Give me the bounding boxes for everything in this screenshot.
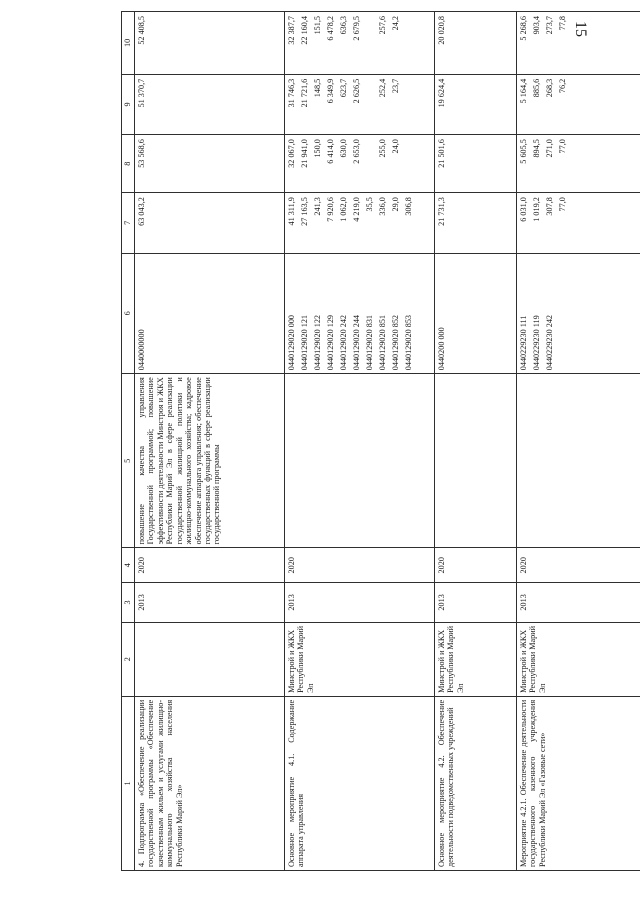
- value-col8-cell-value: 5 605,5: [519, 139, 528, 164]
- col-header-5: 5: [122, 374, 135, 548]
- value-col9-cell-value: [365, 79, 378, 131]
- budget-code-cell-value: 0440229230 111: [519, 315, 528, 371]
- budget-code-cell-value: 0440129020 122: [313, 314, 322, 371]
- value-col8-cell-value: 894,5: [532, 139, 541, 158]
- start-year-cell: 2013: [517, 583, 640, 622]
- col-header-10: 10: [122, 12, 135, 75]
- value-col10-cell-value: 6 478,2: [326, 16, 335, 41]
- value-col10-cell-value: 2 679,5: [352, 16, 361, 41]
- executor-cell: [135, 622, 285, 696]
- start-year-cell: 2013: [135, 583, 285, 622]
- value-col7-cell-value: 307,8: [545, 197, 554, 216]
- value-col8-cell: [135, 135, 285, 193]
- value-col7-cell-value: 306,8: [404, 197, 413, 216]
- value-col8-cell-value: 21 941,0: [300, 139, 309, 168]
- value-col7-cell-value: 27 163,5: [300, 197, 309, 226]
- value-col8-cell-value: 53 568,6: [137, 139, 146, 168]
- value-col9-cell-value: 51 370,7: [137, 78, 146, 108]
- value-col10-cell: [285, 12, 435, 75]
- value-col8-cell-value: 2 653,0: [352, 139, 361, 164]
- value-col9-cell-value: 268,3: [545, 78, 554, 98]
- program-table: [121, 11, 640, 871]
- expected-result-cell: [285, 374, 435, 548]
- budget-code-cell-value: 0440229230 242: [545, 314, 554, 371]
- value-col7-cell: [517, 193, 640, 253]
- value-col8-cell: [285, 135, 435, 193]
- value-col8-cell-value: 271,0: [545, 139, 554, 158]
- table-row: [435, 12, 517, 871]
- value-col7-cell-value: 6 031,0: [519, 197, 528, 222]
- value-col10-cell-value: 903,4: [532, 16, 541, 35]
- value-col10-cell-value: 636,3: [339, 16, 348, 35]
- value-col10-cell: [135, 12, 285, 75]
- budget-code-cell-value: 0440200 000: [437, 327, 446, 371]
- value-col9-cell: [135, 74, 285, 134]
- value-col7-cell-value: 63 043,2: [137, 197, 146, 226]
- value-col7-cell-value: 241,3: [313, 197, 322, 216]
- budget-code-cell-value: 0440129020 851: [378, 314, 387, 371]
- value-col10-cell-value: 32 387,7: [287, 16, 296, 45]
- col-header-4: 4: [122, 548, 135, 583]
- measure-name-cell: 4. Подпрограмма «Обеспечение реализации государственной программы «Обеспечение качественным жильем и услугами жилищно-коммунального хозяйства населения Республики Марий Эл»: [135, 696, 285, 870]
- value-col9-cell-value: [404, 79, 417, 131]
- budget-code-cell-value: 0440129020 852: [391, 314, 400, 371]
- expected-result-cell: [517, 374, 640, 548]
- value-col10-cell-value: 151,5: [313, 16, 322, 35]
- value-col8-cell-value: 77,0: [558, 139, 567, 154]
- value-col9-cell-value: 5 164,4: [519, 78, 528, 104]
- value-col7-cell: [435, 193, 517, 253]
- value-col10-cell-value: 24,2: [391, 16, 400, 31]
- start-year-cell: 2013: [435, 583, 517, 622]
- value-col8-cell-value: 6 414,0: [326, 139, 335, 164]
- col-header-9: 9: [122, 74, 135, 134]
- value-col7-cell-value: 7 920,6: [326, 197, 335, 222]
- value-col9-cell-value: 21 721,6: [300, 78, 309, 108]
- value-col9-cell-value: 885,6: [532, 78, 541, 98]
- expected-result-cell: повышение качества управления Государственной программой; повышение эффективности деятельности Минстроя и ЖКХ Республики Марий Эл в сфере реализации государственной жилищной политики и жилищно-коммунального хозяйства; кадровое обеспечение аппарата управления; обеспечение государственных функций в сфере реализации государственной программы: [135, 374, 285, 548]
- start-year-cell: 2013: [285, 583, 435, 622]
- value-col9-cell-value: 148,5: [313, 78, 322, 98]
- rotated-table-sheet: [121, 11, 640, 871]
- value-col9-cell: [285, 74, 435, 134]
- value-col8-cell-value: 24,0: [391, 139, 400, 154]
- measure-name-cell: Основное мероприятие 4.2. Обеспечение деятельности подведомственных учреждений: [435, 696, 517, 870]
- value-col10-cell-value: 5 268,6: [519, 16, 528, 41]
- end-year-cell: 2020: [435, 548, 517, 583]
- value-col7-cell-value: 1 019,2: [532, 197, 541, 222]
- value-col9-cell: [517, 74, 640, 134]
- value-col7-cell-value: 4 219,0: [352, 197, 361, 222]
- table-row: [135, 12, 285, 871]
- col-header-8: 8: [122, 135, 135, 193]
- value-col7-cell-value: 1 062,0: [339, 197, 348, 222]
- value-col7-cell-value: 21 731,3: [437, 197, 446, 226]
- budget-code-cell-value: 0440129020 242: [339, 314, 348, 371]
- executor-cell: Минстрой и ЖКХ Республики Марий Эл: [435, 622, 517, 696]
- expected-result-cell: [435, 374, 517, 548]
- value-col7-cell-value: 35,5: [365, 197, 374, 212]
- value-col7-cell-value: 29,0: [391, 197, 400, 212]
- value-col9-cell-value: 6 349,9: [326, 78, 335, 104]
- budget-code-cell-value: 0440129020 244: [352, 314, 361, 371]
- budget-code-cell: [285, 253, 435, 374]
- value-col9-cell-value: 76,2: [558, 78, 567, 94]
- value-col8-cell-value: 21 501,6: [437, 139, 446, 168]
- value-col10-cell-value: 273,7: [545, 16, 554, 35]
- value-col8-cell-value: 630,0: [339, 139, 348, 158]
- budget-code-cell-value: 0440129020 129: [326, 314, 335, 371]
- col-header-6: 6: [122, 253, 135, 374]
- value-col9-cell-value: 31 746,3: [287, 78, 296, 108]
- value-col10-cell-value: [404, 16, 417, 71]
- col-header-3: 3: [122, 583, 135, 622]
- header-row: [122, 12, 135, 871]
- budget-code-cell: [517, 253, 640, 374]
- end-year-cell: 2020: [135, 548, 285, 583]
- value-col10-cell: [517, 12, 640, 75]
- budget-code-cell-value: 0440229230 119: [532, 315, 541, 371]
- value-col8-cell: [517, 135, 640, 193]
- value-col8-cell-value: [365, 139, 378, 189]
- measure-name-cell: Основное мероприятие 4.1. Содержание аппарата управления: [285, 696, 435, 870]
- value-col10-cell-value: 77,8: [558, 16, 567, 31]
- value-col8-cell-value: 32 067,0: [287, 139, 296, 168]
- budget-code-cell-value: 0440000000: [137, 329, 146, 371]
- col-header-2: 2: [122, 622, 135, 696]
- table-row: [285, 12, 435, 871]
- value-col8-cell-value: [404, 139, 417, 189]
- value-col8-cell-value: 255,0: [378, 139, 387, 158]
- value-col10-cell-value: [365, 16, 378, 71]
- value-col10-cell: [435, 12, 517, 75]
- end-year-cell: 2020: [285, 548, 435, 583]
- value-col10-cell-value: 22 160,4: [300, 16, 309, 45]
- value-col8-cell: [435, 135, 517, 193]
- value-col7-cell: [285, 193, 435, 253]
- col-header-1: 1: [122, 696, 135, 870]
- table-row: [517, 12, 640, 871]
- budget-code-cell-value: 0440129020 831: [365, 314, 374, 371]
- value-col9-cell: [435, 74, 517, 134]
- value-col10-cell-value: 52 408,5: [137, 16, 146, 45]
- value-col7-cell-value: 77,0: [558, 197, 567, 212]
- budget-code-cell: [135, 253, 285, 374]
- executor-cell: Минстрой и ЖКХ Республики Марий Эл: [517, 622, 640, 696]
- value-col7-cell-value: 336,0: [378, 197, 387, 216]
- value-col9-cell-value: 252,4: [378, 78, 387, 98]
- value-col9-cell-value: 623,7: [339, 78, 348, 98]
- value-col9-cell-value: 23,7: [391, 78, 400, 94]
- budget-code-cell-value: 0440129020 853: [404, 314, 413, 371]
- measure-name-cell: Мероприятие 4.2.1. Обеспечение деятельности государственного казенного учреждения Республики Марий Эл «Газовые сети»: [517, 696, 640, 870]
- value-col10-cell-value: 257,6: [378, 16, 387, 35]
- value-col8-cell-value: 150,0: [313, 139, 322, 158]
- page-number: 15: [572, 21, 589, 37]
- executor-cell: Минстрой и ЖКХ Республики Марий Эл: [285, 622, 435, 696]
- col-header-7: 7: [122, 193, 135, 253]
- end-year-cell: 2020: [517, 548, 640, 583]
- budget-code-cell-value: 0440129020 000: [287, 314, 296, 371]
- value-col9-cell-value: 19 624,4: [437, 78, 446, 108]
- value-col7-cell-value: 41 311,9: [287, 197, 296, 226]
- value-col9-cell-value: 2 626,5: [352, 78, 361, 104]
- budget-code-cell-value: 0440129020 121: [300, 314, 309, 371]
- budget-code-cell: [435, 253, 517, 374]
- value-col7-cell: [135, 193, 285, 253]
- value-col10-cell-value: 20 020,8: [437, 16, 446, 45]
